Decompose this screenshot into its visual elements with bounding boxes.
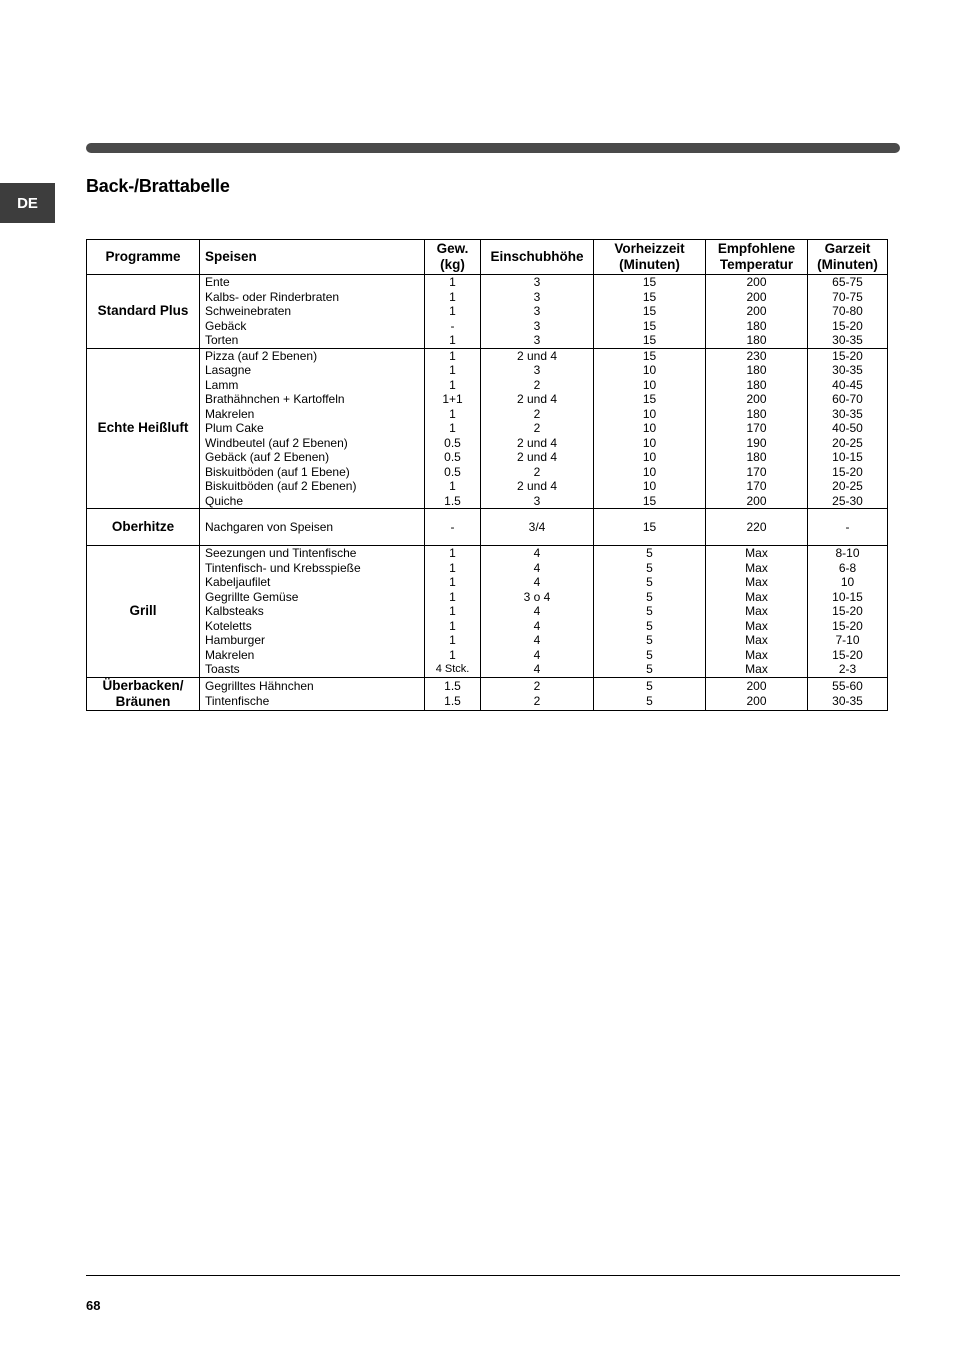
garzeit-value: 15-20 [832, 604, 863, 618]
gewicht-value: 1.5 [444, 679, 461, 693]
temp-column-cell [706, 275, 808, 349]
gewicht-value: 1 [449, 406, 456, 421]
gewicht-value: - [450, 519, 455, 534]
vorheiz-column-cell [594, 677, 706, 710]
einschub-value: 4 [533, 618, 541, 633]
einschub-value: 2 und 4 [516, 392, 558, 406]
garzeit-value: 15-20 [832, 647, 863, 662]
program-name: Echte Heißluft [87, 348, 200, 509]
temp-value: 180 [746, 377, 767, 392]
gewicht-value: 1 [449, 333, 456, 347]
einschub-column-cell [481, 546, 594, 678]
gewicht-column-cell [425, 509, 481, 546]
einschub-value: 4 [533, 633, 541, 647]
garzeit-value: 8-10 [835, 546, 860, 560]
einschub-value: 2 [533, 377, 541, 392]
header-programme: Programme [87, 240, 200, 275]
garzeit-value: 70-75 [832, 289, 863, 304]
vorheiz-value: 10 [642, 435, 657, 450]
temp-value: Max [745, 604, 768, 618]
garzeit-value: 10-15 [832, 589, 863, 604]
gewicht-value: 1 [449, 479, 456, 493]
einschub-value: 2 [533, 421, 541, 435]
temp-value: Max [745, 575, 768, 589]
temp-value: 170 [746, 421, 767, 435]
garzeit-value: 40-50 [832, 421, 863, 435]
temp-value: 180 [746, 363, 767, 377]
gewicht-value: 1 [449, 647, 456, 662]
garzeit-value: 30-35 [832, 363, 863, 377]
speise-value: Lasagne [205, 363, 252, 377]
vorheiz-value: 5 [646, 560, 653, 575]
speise-value: Plum Cake [205, 421, 264, 435]
vorheiz-value: 10 [642, 421, 657, 435]
gewicht-value: 1 [449, 546, 456, 560]
einschub-column-cell [481, 275, 594, 349]
vorheiz-value: 5 [646, 575, 653, 589]
vorheiz-value: 15 [642, 304, 657, 318]
speise-value: Seezungen und Tintenfische [205, 546, 357, 560]
garzeit-value: 10-15 [832, 450, 863, 464]
temp-value: 180 [746, 406, 767, 421]
gewicht-column-cell [425, 275, 481, 349]
einschub-value: 4 [533, 546, 541, 560]
temp-value: 180 [746, 333, 767, 347]
vorheiz-value: 15 [642, 275, 657, 289]
garzeit-column-cell [808, 348, 888, 509]
temp-value: Max [745, 633, 768, 647]
speise-value: Quiche [205, 493, 244, 508]
program-name: Überbacken/ Bräunen [87, 677, 200, 710]
page-number: 68 [86, 1298, 101, 1313]
temp-value: 170 [746, 464, 767, 479]
temp-value: 180 [746, 318, 767, 333]
header-gewicht: Gew. (kg) [425, 240, 481, 275]
language-tab: DE [0, 183, 55, 223]
speise-value: Hamburger [205, 633, 266, 647]
speise-value: Gebäck (auf 2 Ebenen) [205, 450, 330, 464]
speise-value: Torten [205, 333, 239, 347]
temp-value: Max [745, 546, 768, 560]
garzeit-value: 7-10 [835, 633, 860, 647]
program-name: Standard Plus [87, 275, 200, 349]
table-row [87, 677, 888, 710]
garzeit-value: 20-25 [832, 435, 863, 450]
temp-column-cell [706, 677, 808, 710]
speise-value: Tintenfische [205, 693, 270, 708]
speise-value: Pizza (auf 2 Ebenen) [205, 348, 318, 363]
top-divider-bar [86, 143, 900, 153]
garzeit-value: 30-35 [832, 406, 863, 421]
einschub-value: 4 [533, 647, 541, 662]
vorheiz-value: 10 [642, 406, 657, 421]
einschub-value: 3 [533, 333, 541, 347]
vorheiz-value: 5 [646, 618, 653, 633]
vorheiz-value: 5 [646, 589, 653, 604]
header-garzeit: Garzeit (Minuten) [808, 240, 888, 275]
temp-column-cell [706, 509, 808, 546]
garzeit-value: 30-35 [832, 693, 863, 708]
speise-value: Lamm [205, 377, 239, 392]
garzeit-value: 25-30 [832, 493, 863, 508]
speise-column-cell [200, 677, 425, 710]
speise-value: Ente [205, 275, 230, 289]
einschub-value: 2 und 4 [516, 435, 558, 450]
speise-value: Kabeljaufilet [205, 575, 271, 589]
vorheiz-value: 10 [642, 479, 657, 493]
einschub-value: 2 [533, 679, 541, 693]
temp-value: 200 [746, 275, 767, 289]
temp-value: Max [745, 647, 768, 662]
vorheiz-value: 10 [642, 464, 657, 479]
gewicht-value: 0.5 [444, 435, 461, 450]
garzeit-value: 55-60 [832, 679, 863, 693]
vorheiz-value: 10 [642, 450, 657, 464]
vorheiz-column-cell [594, 275, 706, 349]
speise-value: Makrelen [205, 406, 255, 421]
einschub-value: 4 [533, 575, 541, 589]
speise-column-cell [200, 509, 425, 546]
speise-value: Toasts [205, 662, 240, 676]
speise-value: Gegrilltes Hähnchen [205, 679, 314, 693]
gewicht-value: 1 [449, 575, 456, 589]
speise-value: Makrelen [205, 647, 255, 662]
temp-value: 200 [746, 304, 767, 318]
einschub-value: 2 [533, 693, 541, 708]
temp-value: 180 [746, 450, 767, 464]
gewicht-value: 1 [449, 275, 456, 289]
garzeit-value: 15-20 [832, 618, 863, 633]
table-body [87, 275, 888, 711]
gewicht-value: 1+1 [442, 392, 463, 406]
einschub-value: 2 [533, 464, 541, 479]
vorheiz-value: 15 [642, 493, 657, 508]
temp-value: 200 [746, 693, 767, 708]
vorheiz-value: 5 [646, 633, 653, 647]
table-row [87, 546, 888, 678]
einschub-column-cell [481, 677, 594, 710]
gewicht-value: 0.5 [444, 450, 461, 464]
einschub-value: 4 [533, 604, 541, 618]
table-row [87, 509, 888, 546]
temp-value: Max [745, 560, 768, 575]
speise-column-cell [200, 348, 425, 509]
vorheiz-value: 15 [642, 318, 657, 333]
speise-column-cell [200, 546, 425, 678]
gewicht-value: - [450, 318, 455, 333]
garzeit-value: 15-20 [832, 464, 863, 479]
einschub-value: 4 [533, 662, 541, 676]
garzeit-value: 15-20 [832, 318, 863, 333]
einschub-value: 3/4 [528, 519, 546, 534]
vorheiz-value: 15 [642, 333, 657, 347]
einschub-value: 3 [533, 493, 541, 508]
speise-value: Kalbs- oder Rinderbraten [205, 289, 340, 304]
temp-value: Max [745, 662, 768, 676]
vorheiz-value: 10 [642, 377, 657, 392]
header-speisen: Speisen [200, 240, 425, 275]
gewicht-value: 1 [449, 560, 456, 575]
temp-value: 190 [746, 435, 767, 450]
page-title: Back-/Brattabelle [86, 176, 230, 196]
program-name: Oberhitze [87, 509, 200, 546]
speise-value: Tintenfisch- und Krebsspieße [205, 560, 361, 575]
header-vorheizzeit: Vorheizzeit (Minuten) [594, 240, 706, 275]
gewicht-column-cell [425, 546, 481, 678]
footer-rule [86, 1275, 900, 1276]
temp-value: 200 [746, 493, 767, 508]
garzeit-value: 65-75 [832, 275, 863, 289]
vorheiz-value: 10 [642, 363, 657, 377]
temp-value: Max [745, 618, 768, 633]
einschub-value: 4 [533, 560, 541, 575]
garzeit-value: 70-80 [832, 304, 863, 318]
einschub-value: 3 [533, 289, 541, 304]
speise-value: Nachgaren von Speisen [205, 519, 334, 534]
gewicht-value: 1 [449, 348, 456, 363]
einschub-value: 3 [533, 363, 541, 377]
gewicht-value: 1 [449, 633, 456, 647]
vorheiz-value: 5 [646, 604, 653, 618]
gewicht-value: 1.5 [444, 693, 461, 708]
temp-value: 200 [746, 679, 767, 693]
speise-value: Biskuitböden (auf 2 Ebenen) [205, 479, 357, 493]
garzeit-value: 15-20 [832, 348, 863, 363]
gewicht-value: 1 [449, 618, 456, 633]
table-row [87, 348, 888, 509]
table-row [87, 275, 888, 349]
header-row [87, 240, 888, 275]
temp-value: 170 [746, 479, 767, 493]
garzeit-column-cell [808, 677, 888, 710]
einschub-value: 3 [533, 318, 541, 333]
speise-column-cell [200, 275, 425, 349]
einschub-value: 2 und 4 [516, 479, 558, 493]
vorheiz-value: 15 [642, 348, 657, 363]
speise-value: Gegrillte Gemüse [205, 589, 299, 604]
gewicht-column-cell [425, 677, 481, 710]
gewicht-value: 1 [449, 377, 456, 392]
einschub-value: 2 [533, 406, 541, 421]
speise-value: Koteletts [205, 618, 252, 633]
temp-column-cell [706, 546, 808, 678]
garzeit-value: 30-35 [832, 333, 863, 347]
einschub-column-cell [481, 509, 594, 546]
vorheiz-value: 15 [642, 519, 657, 534]
baking-table [86, 239, 888, 711]
temp-value: 220 [746, 519, 767, 534]
table-header [87, 240, 888, 275]
vorheiz-value: 5 [646, 546, 653, 560]
garzeit-value: 40-45 [832, 377, 863, 392]
speise-value: Brathähnchen + Kartoffeln [205, 392, 345, 406]
header-einschubhoehe: Einschubhöhe [481, 240, 594, 275]
garzeit-value: - [845, 519, 850, 534]
gewicht-column-cell [425, 348, 481, 509]
speise-value: Schweinebraten [205, 304, 292, 318]
speise-value: Windbeutel (auf 2 Ebenen) [205, 435, 348, 450]
vorheiz-column-cell [594, 509, 706, 546]
vorheiz-value: 5 [646, 679, 653, 693]
gewicht-value: 1 [449, 304, 456, 318]
vorheiz-value: 5 [646, 647, 653, 662]
einschub-value: 3 o 4 [523, 589, 551, 604]
gewicht-value: 1 [449, 289, 456, 304]
einschub-value: 2 und 4 [516, 348, 558, 363]
vorheiz-column-cell [594, 348, 706, 509]
speise-value: Kalbsteaks [205, 604, 264, 618]
header-temperatur: Empfohlene Temperatur [706, 240, 808, 275]
garzeit-value: 10 [840, 575, 855, 589]
vorheiz-column-cell [594, 546, 706, 678]
einschub-value: 3 [533, 275, 541, 289]
garzeit-value: 6-8 [838, 560, 857, 575]
gewicht-value: 0.5 [444, 464, 461, 479]
gewicht-value: 4 Stck. [435, 663, 470, 675]
garzeit-column-cell [808, 546, 888, 678]
temp-value: 230 [746, 348, 767, 363]
gewicht-value: 1.5 [444, 493, 461, 508]
speise-value: Biskuitböden (auf 1 Ebene) [205, 464, 350, 479]
temp-value: 200 [746, 392, 767, 406]
program-name: Grill [87, 546, 200, 678]
einschub-value: 3 [533, 304, 541, 318]
vorheiz-value: 15 [642, 392, 657, 406]
garzeit-column-cell [808, 509, 888, 546]
gewicht-value: 1 [449, 604, 456, 618]
temp-column-cell [706, 348, 808, 509]
vorheiz-value: 5 [646, 693, 653, 708]
garzeit-column-cell [808, 275, 888, 349]
temp-value: Max [745, 589, 768, 604]
vorheiz-value: 15 [642, 289, 657, 304]
vorheiz-value: 5 [646, 662, 653, 676]
gewicht-value: 1 [449, 421, 456, 435]
gewicht-value: 1 [449, 589, 456, 604]
speise-value: Gebäck [205, 318, 247, 333]
einschub-column-cell [481, 348, 594, 509]
garzeit-value: 2-3 [838, 662, 857, 676]
gewicht-value: 1 [449, 363, 456, 377]
einschub-value: 2 und 4 [516, 450, 558, 464]
garzeit-value: 20-25 [832, 479, 863, 493]
temp-value: 200 [746, 289, 767, 304]
garzeit-value: 60-70 [832, 392, 863, 406]
